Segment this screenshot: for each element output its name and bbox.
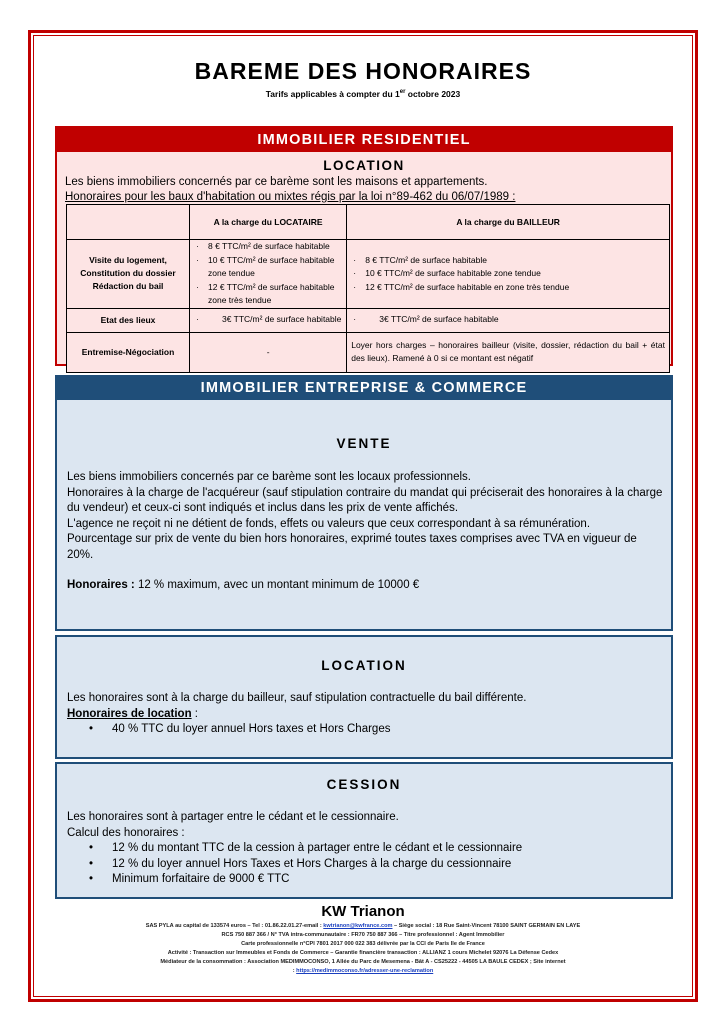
list-item: · 12 € TTC/m² de surface habitable en zone très tendue — [351, 281, 665, 295]
footer-line: Activité : Transaction sur Immeubles et Fonds de Commerce – Garantie financière transaction : ALLIANZ 1 cours Michelet 92076 La Défense Cedex — [167, 950, 559, 956]
cell-locataire — [190, 308, 347, 332]
table-row — [67, 332, 670, 372]
cell-locataire — [190, 240, 347, 309]
footer-line: Carte professionnelle n°CPI 7801 2017 000 022 383 délivrée par la CCI de Paris Ile de France — [241, 941, 485, 947]
row-label-entremise: Entremise-Négociation — [67, 332, 190, 372]
cell-bailleur: Loyer hors charges – honoraires bailleur (visite, dossier, rédaction du bail + état des lieux). Ramené à 0 si ce montant est négatif — [347, 332, 670, 372]
table-row — [67, 240, 670, 309]
cession-section — [55, 762, 673, 899]
cession-text — [67, 810, 663, 888]
list-item: · 12 € TTC/m² de surface habitable zone très tendue — [194, 281, 342, 308]
cession-line: Les honoraires sont à partager entre le cédant et le cessionnaire. — [67, 811, 399, 823]
page-subtitle: Tarifs applicables à compter du 1er octobre 2023 — [265, 89, 461, 99]
vente-text — [67, 470, 663, 594]
footer-line: : https://medimmoconso.fr/adresser-une-reclamation — [292, 968, 434, 974]
list-item: • 12 % du loyer annuel Hors Taxes et Hors Charges à la charge du cessionnaire — [67, 857, 663, 873]
footer-line: RCS 750 887 366 / N° TVA intra-communautaire : FR70 750 887 366 – Titre professionnel : Agent Immobilier — [221, 932, 505, 938]
list-item: · 10 € TTC/m² de surface habitable zone tendue — [351, 267, 665, 281]
cession-line: Calcul des honoraires : — [67, 826, 185, 839]
enterprise-heading: IMMOBILIER ENTREPRISE & COMMERCE — [55, 375, 673, 400]
location-text — [67, 691, 663, 738]
vente-fees: Honoraires : 12 % maximum, avec un montant minimum de 10000 € — [67, 579, 420, 591]
vente-section — [55, 398, 673, 631]
list-item: • 40 % TTC du loyer annuel Hors taxes et Hors Charges — [67, 722, 663, 738]
list-item: • Minimum forfaitaire de 9000 € TTC — [67, 872, 663, 888]
location-title: LOCATION — [321, 658, 407, 673]
table-header-bailleur: A la charge du BAILLEUR — [347, 205, 670, 240]
residential-intro: Les biens immobiliers concernés par ce barème sont les maisons et appartements. — [65, 176, 488, 188]
list-item: · 8 € TTC/m² de surface habitable — [194, 240, 342, 254]
row-label-visite: Visite du logement, Constitution du dossier Rédaction du bail — [67, 240, 190, 309]
cession-title: CESSION — [326, 777, 402, 792]
footer-legal — [90, 922, 636, 976]
list-item: · 10 € TTC/m² de surface habitable zone tendue — [194, 254, 342, 281]
residential-heading: IMMOBILIER RESIDENTIEL — [57, 128, 671, 152]
location-sub: Honoraires de location : — [67, 707, 198, 720]
vente-title: VENTE — [336, 436, 392, 451]
page-title: BAREME DES HONORAIRES — [194, 58, 532, 84]
footer-reclamation-link[interactable]: https://medimmoconso.fr/adresser-une-reclamation — [296, 968, 434, 974]
cell-bailleur — [347, 240, 670, 309]
residential-fee-table — [66, 204, 670, 373]
table-row — [67, 308, 670, 332]
residential-law-line: Honoraires pour les baux d'habitation ou mixtes régis par la loi n°89-462 du 06/07/1989 : — [65, 191, 516, 203]
footer-brand: KW Trianon — [321, 903, 405, 920]
location-section — [55, 635, 673, 759]
vente-line: Pourcentage sur prix de vente du bien hors honoraires, exprimé toutes taxes comprises avec TVA en vigueur de 20%. — [67, 533, 637, 561]
residential-location-title: LOCATION — [323, 158, 405, 173]
vente-line: Honoraires à la charge de l'acquéreur (sauf stipulation contraire du mandat qui préciserait des honoraires à la charge du vendeur) et ceux-ci sont indiqués et inclus dans les prix de vente affichés. — [67, 486, 663, 514]
row-label-etat-des-lieux: Etat des lieux — [67, 308, 190, 332]
footer-email-link[interactable]: kwtrianon@kwfrance.com — [323, 923, 393, 929]
footer-line: SAS PYLA au capital de 133574 euros – Tel : 01.86.22.01.27-email : kwtrianon@kwfrance.com – Siège social : 18 Rue Saint-Vincent 78100 SAINT GERMAIN EN LAYE — [145, 923, 581, 929]
cell-bailleur — [347, 308, 670, 332]
vente-line: L'agence ne reçoit ni ne détient de fonds, effets ou valeurs que ceux correspondant à sa rémunération. — [67, 517, 591, 530]
vente-line: Les biens immobiliers concernés par ce barème sont les locaux professionnels. — [67, 471, 471, 483]
residential-section — [55, 126, 673, 366]
table-header-empty — [67, 205, 190, 240]
footer-line: Médiateur de la consommation : Association MEDIMMOCONSO, 1 Allée du Parc de Mesemena - Bât A - CS25222 - 44505 LA BAULE CEDEX ; Site internet — [160, 959, 566, 965]
table-header-row — [67, 205, 670, 240]
cell-locataire: - — [190, 332, 347, 372]
list-item: · 3€ TTC/m² de surface habitable — [194, 313, 342, 327]
location-line: Les honoraires sont à la charge du bailleur, sauf stipulation contractuelle du bail différente. — [67, 692, 527, 704]
list-item: • 12 % du montant TTC de la cession à partager entre le cédant et le cessionnaire — [67, 841, 663, 857]
table-header-locataire: A la charge du LOCATAIRE — [190, 205, 347, 240]
list-item: · 3€ TTC/m² de surface habitable — [351, 313, 665, 327]
list-item: · 8 € TTC/m² de surface habitable — [351, 254, 665, 268]
